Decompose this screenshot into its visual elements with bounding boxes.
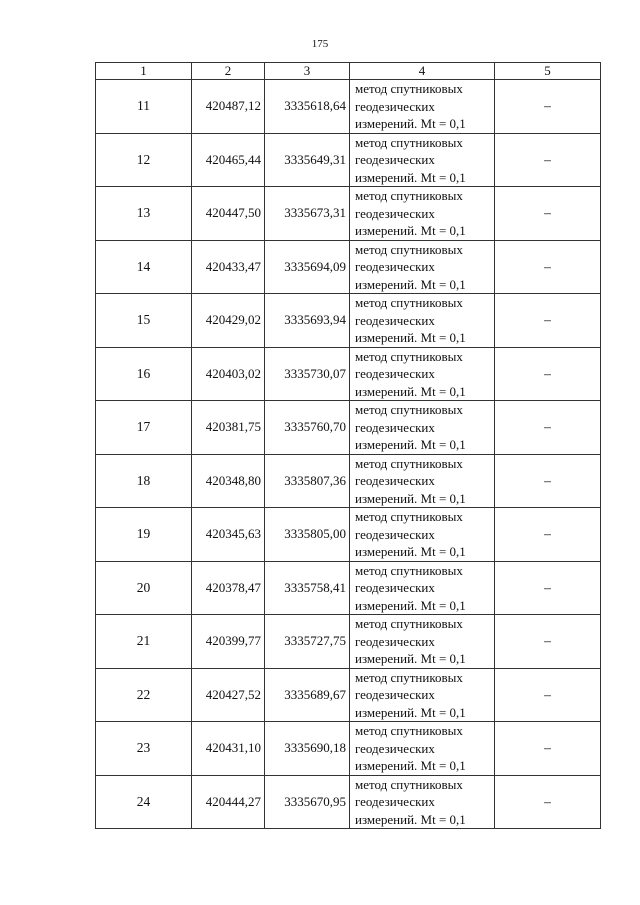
method-text-line: геодезических: [355, 419, 435, 435]
y-coordinate-cell: 3335618,64: [265, 80, 350, 134]
note-cell: [495, 775, 601, 829]
table-row: [96, 454, 601, 508]
method-text-line: метод спутниковых: [355, 348, 463, 364]
table-row: [96, 240, 601, 294]
point-number-cell: 20: [96, 561, 192, 615]
y-coordinate-cell: 3335730,07: [265, 347, 350, 401]
method-text-line: метод спутниковых: [355, 669, 463, 685]
method-text-line: измерений. Mt = 0,1: [355, 276, 466, 292]
note-cell: [495, 722, 601, 776]
note-cell: [495, 615, 601, 669]
method-text-line: геодезических: [355, 473, 435, 488]
note-dash: –: [544, 686, 551, 702]
y-coordinate-cell: 3335760,70: [265, 401, 350, 455]
method-text-line: геодезических: [355, 633, 435, 649]
method-text-line: измерений. Mt = 0,1: [355, 704, 466, 720]
point-number-cell: 18: [96, 454, 192, 508]
table-row: [96, 133, 601, 187]
method-text-line: метод спутниковых: [355, 188, 463, 203]
method-text-line: измерений. Mt = 0,1: [355, 169, 466, 185]
method-text-line: измерений. Mt = 0,1: [355, 597, 466, 613]
method-text-line: геодезических: [355, 205, 435, 221]
x-coordinate-cell: 420465,44: [192, 133, 265, 187]
method-text-line: метод спутниковых: [355, 134, 463, 150]
y-coordinate-cell: 3335649,31: [265, 133, 350, 187]
method-text-line: измерений. Mt = 0,1: [355, 383, 466, 399]
y-coordinate-cell: 3335694,09: [265, 240, 350, 294]
note-cell: [495, 561, 601, 615]
method-cell: [350, 294, 495, 348]
point-number-cell: 23: [96, 722, 192, 776]
note-cell: [495, 294, 601, 348]
method-text-line: измерений. Mt = 0,1: [355, 811, 466, 827]
method-text-line: геодезических: [355, 312, 435, 328]
point-number-cell: 13: [96, 187, 192, 241]
method-cell: [350, 561, 495, 615]
note-cell: [495, 454, 601, 508]
point-number-cell: 21: [96, 615, 192, 669]
y-coordinate-cell: 3335690,18: [265, 722, 350, 776]
table-row: [96, 80, 601, 134]
point-number-cell: 11: [96, 80, 192, 134]
method-text-line: геодезических: [355, 740, 435, 756]
y-coordinate-cell: 3335689,67: [265, 668, 350, 722]
method-text-line: метод спутниковых: [355, 616, 463, 631]
note-cell: [495, 508, 601, 562]
note-cell: [495, 347, 601, 401]
point-number-cell: 24: [96, 775, 192, 829]
x-coordinate-cell: 420399,77: [192, 615, 265, 669]
method-text-line: метод спутниковых: [355, 562, 463, 578]
method-cell: [350, 668, 495, 722]
x-coordinate-cell: 420427,52: [192, 668, 265, 722]
method-cell: [350, 240, 495, 294]
column-header-4: 4: [350, 63, 495, 80]
header-row: [96, 63, 601, 80]
method-text-line: измерений. Mt = 0,1: [355, 758, 466, 773]
y-coordinate-cell: 3335807,36: [265, 454, 350, 508]
method-cell: [350, 775, 495, 829]
note-dash: –: [544, 419, 551, 435]
table-row: [96, 561, 601, 615]
table-row: [96, 401, 601, 455]
x-coordinate-cell: 420381,75: [192, 401, 265, 455]
note-cell: [495, 240, 601, 294]
x-coordinate-cell: 420345,63: [192, 508, 265, 562]
note-dash: –: [544, 793, 551, 809]
note-dash: –: [544, 579, 551, 595]
method-text-line: метод спутниковых: [355, 295, 463, 310]
method-text-line: измерений. Mt = 0,1: [355, 437, 466, 452]
method-text-line: геодезических: [355, 152, 435, 167]
table-row: [96, 668, 601, 722]
column-header-3: 3: [265, 63, 350, 80]
y-coordinate-cell: 3335758,41: [265, 561, 350, 615]
table-body: [96, 80, 601, 829]
method-text-line: метод спутниковых: [355, 241, 463, 257]
method-text-line: измерений. Mt = 0,1: [355, 544, 466, 559]
method-text-line: геодезических: [355, 580, 435, 595]
method-text-line: геодезических: [355, 98, 435, 114]
method-text-line: геодезических: [355, 526, 435, 542]
note-cell: [495, 133, 601, 187]
column-header-1: 1: [96, 63, 192, 80]
y-coordinate-cell: 3335805,00: [265, 508, 350, 562]
page-number: 175: [311, 38, 329, 50]
note-dash: –: [544, 472, 551, 488]
method-text-line: измерений. Mt = 0,1: [355, 330, 466, 345]
x-coordinate-cell: 420431,10: [192, 722, 265, 776]
table-row: [96, 775, 601, 829]
method-text-line: геодезических: [355, 687, 435, 702]
method-text-line: геодезических: [355, 259, 435, 274]
point-number-cell: 19: [96, 508, 192, 562]
method-text-line: метод спутниковых: [355, 723, 463, 738]
method-text-line: измерений. Mt = 0,1: [355, 116, 466, 131]
x-coordinate-cell: 420403,02: [192, 347, 265, 401]
point-number-cell: 17: [96, 401, 192, 455]
x-coordinate-cell: 420487,12: [192, 80, 265, 134]
method-cell: [350, 508, 495, 562]
method-text-line: метод спутниковых: [355, 402, 463, 417]
table-row: [96, 347, 601, 401]
method-text-line: метод спутниковых: [355, 509, 463, 524]
method-cell: [350, 615, 495, 669]
y-coordinate-cell: 3335670,95: [265, 775, 350, 829]
x-coordinate-cell: 420378,47: [192, 561, 265, 615]
note-cell: [495, 187, 601, 241]
note-dash: –: [544, 633, 551, 649]
x-coordinate-cell: 420348,80: [192, 454, 265, 508]
note-dash: –: [544, 258, 551, 274]
coordinates-table: [95, 62, 601, 829]
note-dash: –: [544, 98, 551, 114]
table-row: [96, 615, 601, 669]
point-number-cell: 14: [96, 240, 192, 294]
y-coordinate-cell: 3335693,94: [265, 294, 350, 348]
column-header-5: 5: [495, 63, 601, 80]
method-text-line: измерений. Mt = 0,1: [355, 223, 466, 238]
x-coordinate-cell: 420433,47: [192, 240, 265, 294]
note-dash: –: [544, 205, 551, 221]
method-text-line: метод спутниковых: [355, 81, 463, 96]
column-header-2: 2: [192, 63, 265, 80]
method-text-line: метод спутниковых: [355, 455, 463, 471]
method-text-line: геодезических: [355, 366, 435, 381]
note-dash: –: [544, 365, 551, 381]
method-cell: [350, 454, 495, 508]
method-cell: [350, 347, 495, 401]
note-dash: –: [544, 151, 551, 167]
table-row: [96, 722, 601, 776]
method-text-line: метод спутниковых: [355, 776, 463, 792]
method-cell: [350, 80, 495, 134]
table-row: [96, 294, 601, 348]
method-cell: [350, 187, 495, 241]
note-dash: –: [544, 740, 551, 756]
method-cell: [350, 401, 495, 455]
method-text-line: измерений. Mt = 0,1: [355, 651, 466, 666]
point-number-cell: 22: [96, 668, 192, 722]
point-number-cell: 16: [96, 347, 192, 401]
y-coordinate-cell: 3335727,75: [265, 615, 350, 669]
method-cell: [350, 722, 495, 776]
table-row: [96, 508, 601, 562]
table-row: [96, 187, 601, 241]
note-cell: [495, 668, 601, 722]
note-cell: [495, 80, 601, 134]
note-cell: [495, 401, 601, 455]
x-coordinate-cell: 420444,27: [192, 775, 265, 829]
x-coordinate-cell: 420429,02: [192, 294, 265, 348]
x-coordinate-cell: 420447,50: [192, 187, 265, 241]
note-dash: –: [544, 312, 551, 328]
point-number-cell: 15: [96, 294, 192, 348]
note-dash: –: [544, 526, 551, 542]
point-number-cell: 12: [96, 133, 192, 187]
method-text-line: геодезических: [355, 794, 435, 809]
method-cell: [350, 133, 495, 187]
method-text-line: измерений. Mt = 0,1: [355, 490, 466, 506]
y-coordinate-cell: 3335673,31: [265, 187, 350, 241]
